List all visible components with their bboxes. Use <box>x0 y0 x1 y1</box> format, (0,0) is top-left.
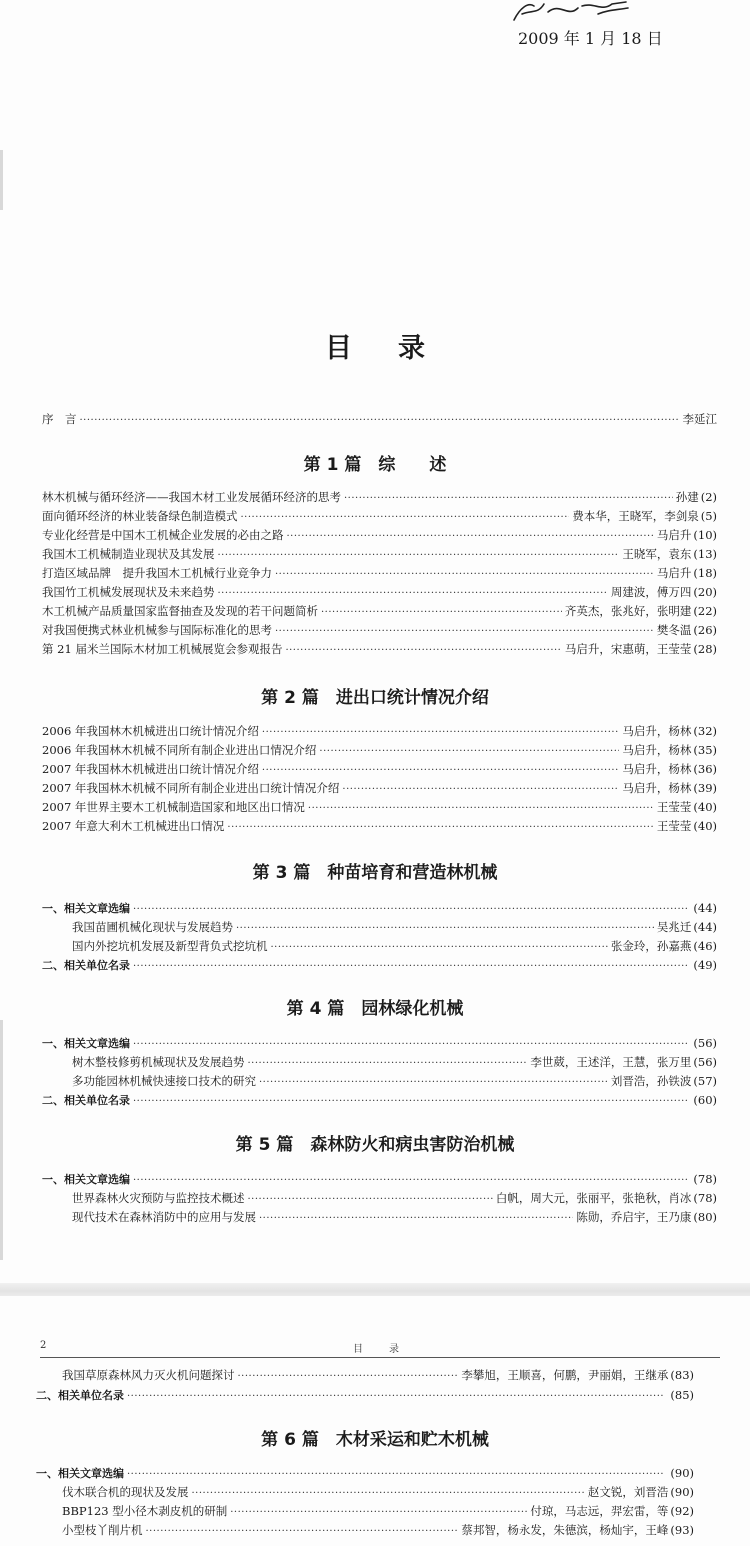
entry-title: 第 21 届米兰国际木材加工机械展览会参观报告 <box>42 642 283 656</box>
section-title: 二、相关单位名录 <box>42 1094 130 1107</box>
scan-edge-mark <box>0 150 3 210</box>
entry-author: 陈勋，乔启宇，王乃康 <box>576 1210 692 1224</box>
leader-dots <box>133 1036 688 1054</box>
leader-dots <box>319 743 619 761</box>
entry-author: 费本华，王晓军，李剑泉 <box>572 509 699 523</box>
entry-page: (13) <box>693 547 717 561</box>
entry-page: (93) <box>670 1523 694 1537</box>
signature-image <box>508 0 658 24</box>
section-title: 二、相关单位名录 <box>36 1389 124 1402</box>
toc-entry[interactable] <box>72 1208 717 1226</box>
toc-entry[interactable] <box>42 526 717 544</box>
toc-entry[interactable] <box>42 817 717 835</box>
entry-page: (10) <box>693 528 717 542</box>
entry-title: 我国苗圃机械化现状与发展趋势 <box>72 920 233 934</box>
leader-dots <box>133 1093 688 1111</box>
entry-title: 序 言 <box>42 412 77 426</box>
leader-dots <box>192 1485 585 1503</box>
entry-page: (22) <box>693 604 717 618</box>
entry-page: (90) <box>670 1466 694 1480</box>
entry-author: 马启升 <box>656 566 692 580</box>
entry-author: 付琼，马志远，羿宏雷，等 <box>530 1504 669 1518</box>
toc-entry[interactable] <box>42 564 717 582</box>
entry-title: 国内外挖坑机发展及新型背负式挖坑机 <box>72 939 268 953</box>
part-heading: 第 6 篇 木材采运和贮木机械 <box>261 1430 489 1450</box>
entry-author: 王莹莹 <box>656 800 692 814</box>
toc-section[interactable] <box>42 1034 717 1052</box>
section-title: 一、相关文章选编 <box>42 1173 130 1186</box>
entry-author: 孙建 <box>675 490 699 504</box>
entry-page: (28) <box>693 642 717 656</box>
entry-page: (80) <box>693 1210 717 1224</box>
toc-entry[interactable] <box>72 918 717 936</box>
leader-dots <box>262 762 619 780</box>
toc-entry[interactable] <box>62 1502 694 1520</box>
toc-section[interactable] <box>36 1386 694 1404</box>
leader-dots <box>342 781 619 799</box>
entry-title: 世界森林火灾预防与监控技术概述 <box>72 1191 245 1205</box>
toc-entry[interactable] <box>42 621 717 639</box>
toc-section[interactable] <box>42 1091 717 1109</box>
toc-entry[interactable] <box>42 640 717 658</box>
toc-entry[interactable] <box>42 760 717 778</box>
toc-entry[interactable] <box>62 1483 694 1501</box>
leader-dots <box>259 1210 573 1228</box>
leader-dots <box>275 566 654 584</box>
entry-author: 马启升，杨林 <box>622 781 692 795</box>
leader-dots <box>248 1191 493 1209</box>
entry-page: (78) <box>693 1172 717 1186</box>
running-head <box>40 1340 720 1356</box>
toc-heading <box>0 326 750 365</box>
toc-entry[interactable] <box>42 722 717 740</box>
leader-dots <box>321 604 562 622</box>
leader-dots <box>275 623 654 641</box>
leader-dots <box>127 1466 665 1484</box>
toc-entry[interactable] <box>42 602 717 620</box>
leader-dots <box>146 1523 459 1541</box>
entry-page: (56) <box>693 1036 717 1050</box>
leader-dots <box>227 819 653 837</box>
leader-dots <box>230 1504 527 1522</box>
toc-entry[interactable] <box>42 507 717 525</box>
entry-title: 2007 年我国林木机械进出口统计情况介绍 <box>42 762 259 776</box>
entry-title: 木工机械产品质量国家监督抽查及发现的若干问题简析 <box>42 604 318 618</box>
toc-entry[interactable] <box>72 1189 717 1207</box>
toc-entry[interactable] <box>42 741 717 759</box>
entry-author: 李延江 <box>682 412 717 426</box>
entry-title: 2006 年我国林木机械进出口统计情况介绍 <box>42 724 259 738</box>
section-title: 一、相关文章选编 <box>42 1037 130 1050</box>
leader-dots <box>262 724 619 742</box>
entry-page: (60) <box>693 1093 717 1107</box>
toc-entry[interactable] <box>42 488 717 506</box>
entry-author: 李世葳，王述洋，王慧，张万里 <box>530 1055 692 1069</box>
entry-page: (46) <box>693 939 717 953</box>
toc-entry[interactable] <box>62 1366 694 1384</box>
entry-author: 马启升，杨林 <box>622 762 692 776</box>
entry-page: (40) <box>693 800 717 814</box>
part-heading: 第 3 篇 种苗培育和营造林机械 <box>252 863 498 883</box>
entry-title: 现代技术在森林消防中的应用与发展 <box>72 1210 256 1224</box>
toc-entry[interactable] <box>72 937 717 955</box>
leader-dots <box>80 412 680 430</box>
leader-dots <box>259 1074 608 1092</box>
entry-title: 多功能园林机械快速接口技术的研究 <box>72 1074 256 1088</box>
toc-section[interactable] <box>42 899 717 917</box>
entry-page: (92) <box>670 1504 694 1518</box>
part-heading: 第 1 篇 综 述 <box>303 455 447 475</box>
leader-dots <box>248 1055 528 1073</box>
entry-title: 2007 年我国林木机械不同所有制企业进出口统计情况介绍 <box>42 781 340 795</box>
entry-page: (32) <box>693 724 717 738</box>
leader-dots <box>133 958 688 976</box>
leader-dots <box>271 939 608 957</box>
entry-page: (39) <box>693 781 717 795</box>
leader-dots <box>133 1172 688 1190</box>
leader-dots <box>344 490 673 508</box>
toc-section[interactable] <box>36 1464 694 1482</box>
entry-author: 赵文锐，刘晋浩 <box>587 1485 669 1499</box>
toc-entry[interactable] <box>42 798 717 816</box>
entry-page: (90) <box>670 1485 694 1499</box>
running-head-page-number: 2 <box>40 1340 47 1351</box>
entry-author: 马启升，宋惠萌，王莹莹 <box>564 642 692 656</box>
preface-date: 2009 年 1 月 18 日 <box>518 29 663 48</box>
entry-author: 张金玲，孙嘉燕 <box>610 939 692 953</box>
leader-dots <box>241 509 570 527</box>
running-head-rule <box>40 1357 720 1358</box>
entry-author: 蔡邦智，杨永发，朱德滨，杨灿宇，王峰 <box>461 1523 669 1537</box>
entry-author: 齐英杰，张兆好，张明建 <box>564 604 692 618</box>
entry-page: (44) <box>693 901 717 915</box>
toc-entry[interactable] <box>72 1072 717 1090</box>
leader-dots <box>133 901 688 919</box>
running-head-title: 目 录 <box>353 1344 407 1355</box>
entry-title: 树木整枝修剪机械现状及发展趋势 <box>72 1055 245 1069</box>
toc-heading-char: 目 <box>325 333 352 364</box>
part-heading: 第 2 篇 进出口统计情况介绍 <box>261 688 489 708</box>
entry-title: 2006 年我国林木机械不同所有制企业进出口情况介绍 <box>42 743 317 757</box>
entry-title: 林木机械与循环经济——我国木材工业发展循环经济的思考 <box>42 490 341 504</box>
leader-dots <box>308 800 654 818</box>
entry-title: BBP123 型小径木剥皮机的研制 <box>62 1504 228 1518</box>
section-title: 二、相关单位名录 <box>42 959 130 972</box>
section-title: 一、相关文章选编 <box>42 902 130 915</box>
entry-page: (5) <box>700 509 717 523</box>
entry-page: (2) <box>700 490 717 504</box>
entry-page: (78) <box>693 1191 717 1205</box>
entry-page: (26) <box>693 623 717 637</box>
toc-section[interactable] <box>42 956 717 974</box>
part-heading: 第 5 篇 森林防火和病虫害防治机械 <box>235 1135 515 1155</box>
entry-author: 马启升，杨林 <box>622 743 692 757</box>
entry-page: (57) <box>693 1074 717 1088</box>
entry-page: (18) <box>693 566 717 580</box>
entry-page: (20) <box>693 585 717 599</box>
toc-entry[interactable] <box>42 583 717 601</box>
leader-dots <box>287 528 654 546</box>
entry-author: 刘晋浩，孙铁波 <box>610 1074 692 1088</box>
entry-title: 我国竹工机械发展现状及未来趋势 <box>42 585 215 599</box>
entry-title: 2007 年世界主要木工机械制造国家和地区出口情况 <box>42 800 305 814</box>
entry-page: (44) <box>693 920 717 934</box>
entry-author: 王莹莹 <box>656 819 692 833</box>
entry-title: 伐木联合机的现状及发展 <box>62 1485 189 1499</box>
entry-author: 马启升，杨林 <box>622 724 692 738</box>
entry-title: 打造区域品牌 提升我国木工机械行业竞争力 <box>42 566 272 580</box>
toc-entry[interactable] <box>42 779 717 797</box>
entry-title: 专业化经营是中国木工机械企业发展的必由之路 <box>42 528 284 542</box>
toc-entry[interactable] <box>72 1053 717 1071</box>
entry-page: (49) <box>693 958 717 972</box>
entry-title: 2007 年意大利木工机械进出口情况 <box>42 819 225 833</box>
entry-title: 我国草原森林风力灭火机问题探讨 <box>62 1368 235 1382</box>
toc-heading-char: 录 <box>398 333 425 364</box>
leader-dots <box>218 585 608 603</box>
toc-entry-preface[interactable] <box>42 410 717 428</box>
entry-page: (35) <box>693 743 717 757</box>
leader-dots <box>127 1388 665 1406</box>
toc-entry[interactable] <box>62 1521 694 1539</box>
toc-entry[interactable] <box>42 545 717 563</box>
entry-page: (40) <box>693 819 717 833</box>
entry-author: 白帆，周大元，张丽平，张艳秋，肖冰 <box>495 1191 692 1205</box>
toc-section[interactable] <box>42 1170 717 1188</box>
entry-page: (56) <box>693 1055 717 1069</box>
entry-page: (36) <box>693 762 717 776</box>
entry-page: (85) <box>670 1388 694 1402</box>
leader-dots <box>236 920 654 938</box>
entry-title: 我国木工机械制造业现状及其发展 <box>42 547 215 561</box>
entry-author: 樊冬温 <box>656 623 692 637</box>
entry-author: 马启升 <box>656 528 692 542</box>
leader-dots <box>218 547 620 565</box>
part-heading: 第 4 篇 园林绿化机械 <box>286 999 464 1019</box>
entry-page: (83) <box>670 1368 694 1382</box>
leader-dots <box>285 642 561 660</box>
section-title: 一、相关文章选编 <box>36 1467 124 1480</box>
leader-dots <box>238 1368 459 1386</box>
entry-title: 面向循环经济的林业装备绿色制造模式 <box>42 509 238 523</box>
entry-title: 对我国便携式林业机械参与国际标准化的思考 <box>42 623 272 637</box>
entry-author: 王晓军，袁东 <box>622 547 692 561</box>
entry-author: 李攀旭，王顺喜，何鹏，尹丽娟，王继承 <box>461 1368 669 1382</box>
entry-author: 吴兆迁 <box>656 920 692 934</box>
entry-title: 小型枝丫削片机 <box>62 1523 143 1537</box>
entry-author: 周建波，傅万四 <box>610 585 692 599</box>
